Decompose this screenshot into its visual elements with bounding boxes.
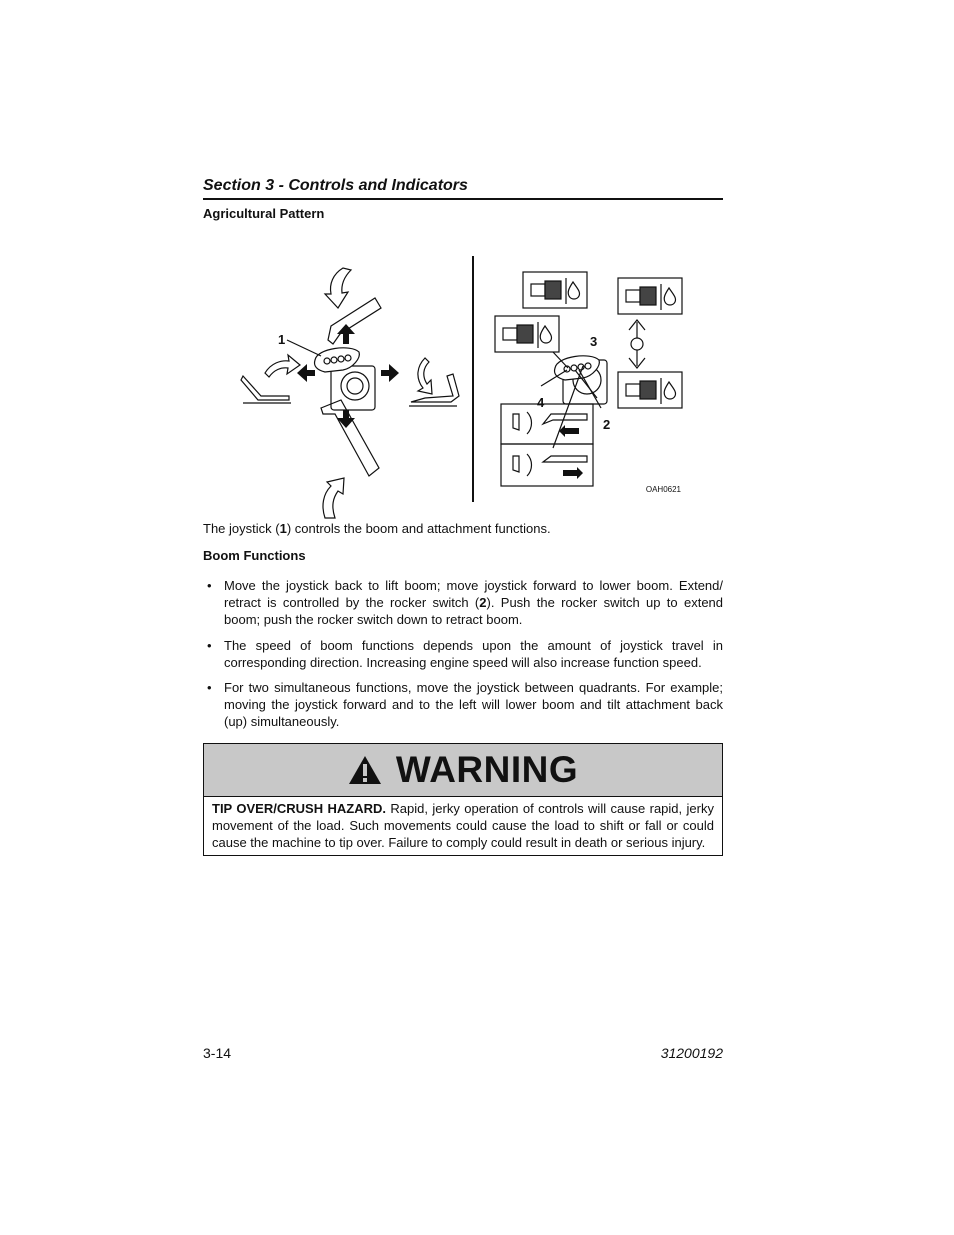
coupler-icon bbox=[626, 284, 676, 310]
boom-functions-list bbox=[203, 577, 723, 731]
list-item: • The speed of boom functions depends upon the amount of joystick travel in corresponding direction. Increasing engine speed will also increase function speed. bbox=[207, 637, 723, 670]
list-item: • Move the joystick back to lift boom; move joystick forward to lower boom. Extend/ retract is controlled by the rocker switch (2). Push the rocker switch up to extend boom; push the rocker switch down to retract boom. bbox=[207, 578, 724, 628]
bucket-top-icon bbox=[328, 298, 381, 344]
coupler-icon bbox=[503, 322, 552, 348]
warning-title: WARNING bbox=[395, 748, 579, 790]
bucket-left-icon bbox=[241, 376, 289, 400]
figure-code: OAH0621 bbox=[645, 485, 681, 494]
warning-banner bbox=[204, 744, 722, 797]
warning-box bbox=[203, 743, 723, 856]
joystick-diagram bbox=[203, 248, 723, 520]
arrow-left-icon bbox=[297, 364, 315, 382]
bucket-bottom-icon bbox=[321, 400, 379, 476]
callout-1: 1 bbox=[278, 332, 286, 347]
curved-arrow-left-icon bbox=[265, 355, 300, 377]
warning-triangle-icon bbox=[348, 755, 382, 785]
subheading: Agricultural Pattern bbox=[203, 206, 325, 221]
joystick-figure bbox=[203, 248, 723, 520]
callout-2: 2 bbox=[603, 417, 611, 432]
boom-functions-heading: Boom Functions bbox=[203, 548, 306, 563]
page-content bbox=[203, 176, 723, 856]
arrow-right-small-icon bbox=[563, 467, 583, 479]
document-number: 31200192 bbox=[660, 1045, 723, 1061]
coupler-icon bbox=[626, 378, 676, 404]
curved-arrow-top-icon bbox=[325, 268, 351, 308]
callout-4: 4 bbox=[537, 395, 545, 410]
intro-ref: 1 bbox=[279, 521, 287, 536]
list-item: • For two simultaneous functions, move the joystick between quadrants. For example; moving the joystick forward and to the left will lower boom and tilt attachment back (up) simultaneously. bbox=[207, 680, 723, 730]
tilt-box-top bbox=[501, 404, 593, 444]
section-title: Section 3 - Controls and Indicators bbox=[203, 176, 723, 200]
double-arrow-icon bbox=[631, 338, 643, 350]
intro-paragraph: The joystick (1) controls the boom and attachment functions. bbox=[203, 521, 551, 536]
callout-3: 3 bbox=[590, 334, 598, 349]
tilt-box-bottom bbox=[501, 444, 593, 486]
arrow-right-icon bbox=[381, 364, 399, 382]
curved-arrow-right-icon bbox=[418, 358, 432, 394]
warning-hazard: TIP OVER/CRUSH HAZARD. bbox=[212, 800, 386, 816]
coupler-icon bbox=[531, 278, 580, 304]
page-number: 3-14 bbox=[203, 1045, 232, 1061]
arrow-down-icon bbox=[337, 410, 355, 428]
arrow-left-small-icon bbox=[559, 425, 579, 437]
arrow-up-icon bbox=[337, 324, 355, 344]
curved-arrow-bottom-icon bbox=[323, 478, 344, 518]
warning-text: TIP OVER/CRUSH HAZARD. Rapid, jerky operation of controls will cause rapid, jerky movement of the load. Such movements could cause the load to shift or fall or could cause the machine to tip over. Failure to comply could result in death or serious injury. bbox=[212, 800, 714, 850]
